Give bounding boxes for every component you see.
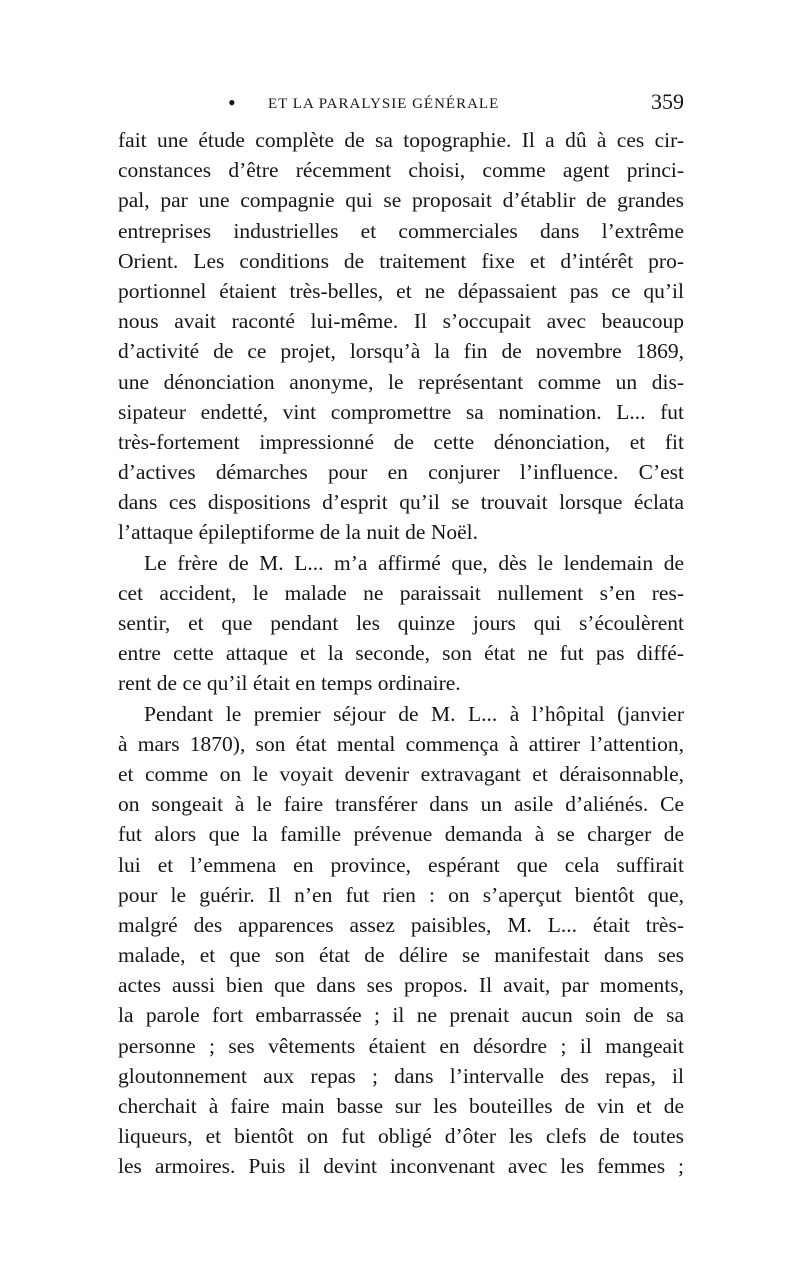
text-line: pal, par une compagnie qui se proposait d’établir de grandes — [118, 188, 684, 213]
text-line: fut alors que la famille prévenue demanda à se charger de — [118, 822, 684, 847]
text-line: les armoires. Puis il devint inconvenant avec les femmes ; — [118, 1154, 684, 1179]
text-line: la parole fort embarrassée ; il ne prenait aucun soin de sa — [118, 1003, 684, 1028]
text-line: actes aussi bien que dans ses propos. Il avait, par moments, — [118, 973, 684, 998]
text-line: une dénonciation anonyme, le représentant comme un dis- — [118, 369, 684, 394]
text-line: cherchait à faire main basse sur les bouteilles de vin et de — [118, 1094, 684, 1118]
text-line: dans ces dispositions d’esprit qu’il se trouvait lorsque éclata — [118, 490, 684, 515]
text-line: pour le guérir. Il n’en fut rien : on s’aperçut bientôt que, — [118, 882, 684, 907]
running-head — [118, 90, 684, 118]
body-text — [118, 125, 684, 1182]
text-line: gloutonnement aux repas ; dans l’intervalle des repas, il — [118, 1063, 684, 1088]
text-line: Le frère de M. L... m’a affirmé que, dès le lendemain de — [144, 550, 684, 575]
text-line: cet accident, le malade ne paraissait nullement s’en res- — [118, 580, 684, 605]
text-line: on songeait à le faire transférer dans un asile d’aliénés. Ce — [118, 792, 684, 817]
text-line: sipateur endetté, vint compromettre sa nomination. L... fut — [118, 399, 684, 424]
text-line: nous avait raconté lui-même. Il s’occupait avec beaucoup — [118, 309, 684, 334]
text-line: sentir, et que pendant les quinze jours qui s’écoulèrent — [118, 611, 684, 635]
text-line: malade, et que son état de délire se manifestait dans ses — [118, 943, 684, 968]
text-line: entreprises industrielles et commerciales dans l’extrême — [118, 218, 684, 243]
text-line: à mars 1870), son état mental commença à attirer l’attention, — [118, 731, 684, 756]
text-line: entre cette attaque et la seconde, son état ne fut pas diffé- — [118, 641, 684, 666]
text-line: constances d’être récemment choisi, comme agent princi- — [118, 158, 684, 183]
text-line: Pendant le premier séjour de M. L... à l’hôpital (janvier — [144, 701, 684, 726]
text-line: d’activité de ce projet, lorsqu’à la fin de novembre 1869, — [118, 339, 684, 364]
text-line: et comme on le voyait devenir extravagant et déraisonnable, — [118, 761, 684, 786]
text-line: fait une étude complète de sa topographie. Il a dû à ces cir- — [118, 128, 684, 152]
header-ornament-dot: • — [228, 90, 236, 115]
text-line: très-fortement impressionné de cette dénonciation, et fit — [118, 429, 684, 454]
text-line: liqueurs, et bientôt on fut obligé d’ôter les clefs de toutes — [118, 1124, 684, 1149]
text-line: rent de ce qu’il était en temps ordinaire. — [118, 671, 461, 696]
page-number: 359 — [651, 89, 684, 114]
text-line: portionnel étaient très-belles, et ne dépassaient pas ce qu’il — [118, 278, 684, 303]
text-line: l’attaque épileptiforme de la nuit de Noël. — [118, 520, 478, 545]
text-line: malgré des apparences assez paisibles, M. L... était très- — [118, 912, 684, 937]
text-line: Orient. Les conditions de traitement fixe et d’intérêt pro- — [118, 248, 684, 273]
text-line: d’actives démarches pour en conjurer l’influence. C’est — [118, 460, 684, 485]
text-line: personne ; ses vêtements étaient en désordre ; il mangeait — [118, 1033, 684, 1058]
running-head-title: ET LA PARALYSIE GÉNÉRALE — [268, 96, 500, 112]
text-line: lui et l’emmena en province, espérant que cela suffirait — [118, 852, 684, 877]
